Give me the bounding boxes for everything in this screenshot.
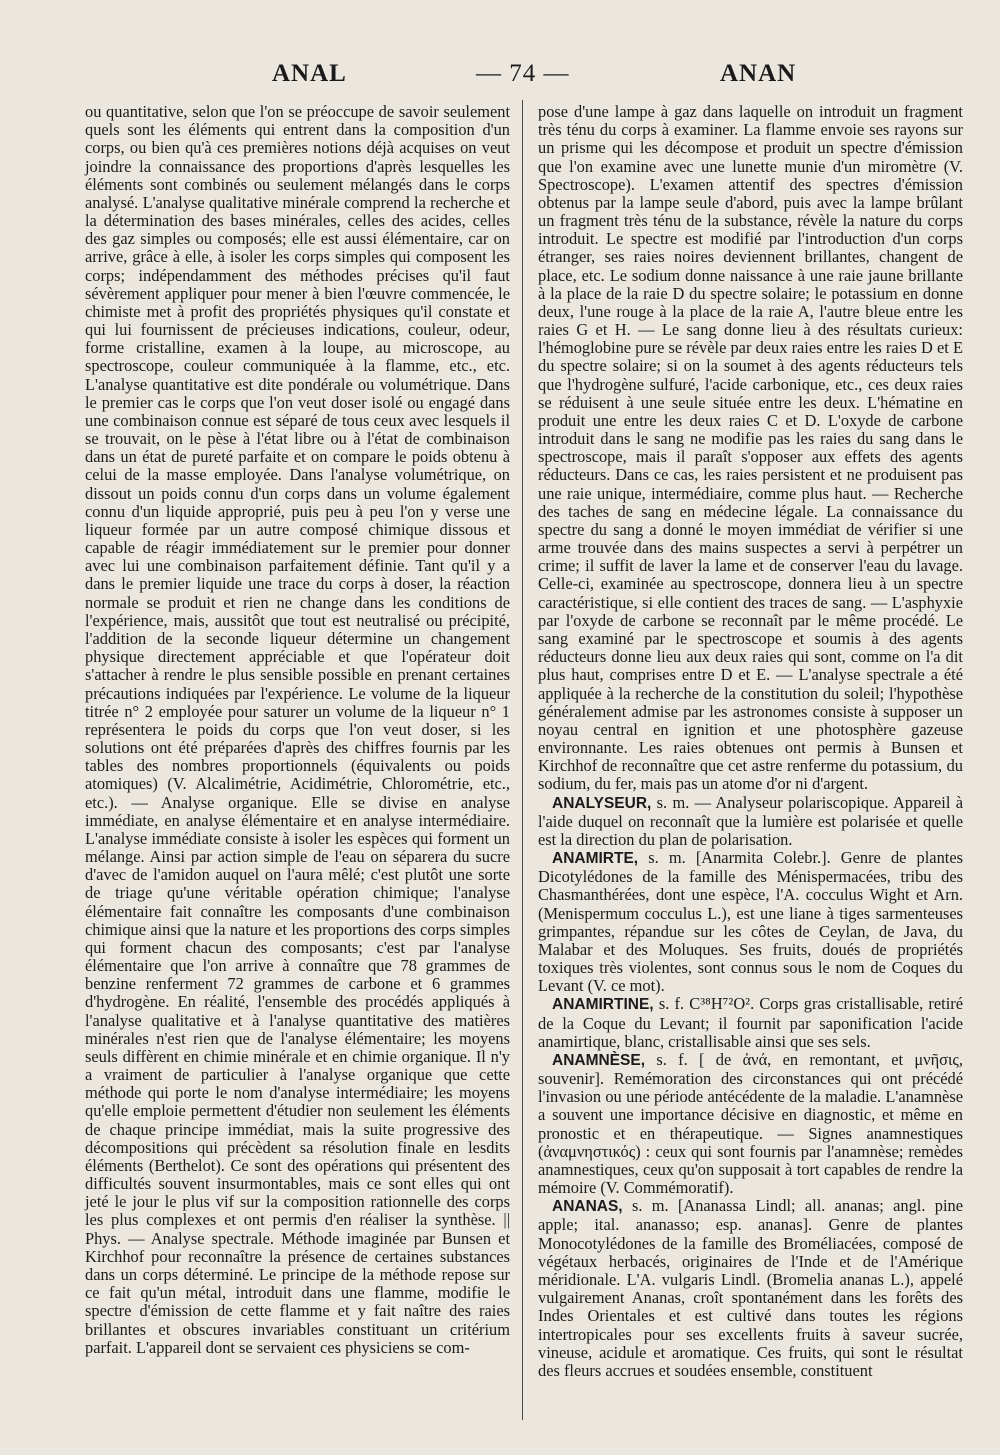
entry-definition: s. m. [Ananassa Lindl; all. ananas; angl. pine apple; ital. ananasso; esp. ananas]. Genre de plantes Monocotylédones de la famille des Broméliacées, composé de végétaux herbacés, originaires de l'Inde et de l'Amérique méridionale. L'A. vulgaris Lindl. (Bromelia ananas L.), appelé vulgairement Ananas, croît spontanément dans les forêts des Indes Orientales et est cultivé dans toutes les régions intertropicales pour ses excellents fruits à saveur sucrée, vineuse, acidule et aromatique. Ces fruits, qui sont le résultat des fleurs accrues et soudées ensemble, constituent — [538, 1196, 963, 1380]
entry-anamirtine — [538, 995, 963, 1051]
page-header — [0, 60, 1000, 100]
entry-definition: s. m. — Analyseur polariscopique. Appareil à l'aide duquel on reconnaît que la lumière est polarisée et quelle est la direction du plan de polarisation. — [538, 792, 963, 849]
column-divider — [522, 100, 523, 1420]
right-column-continuation: pose d'une lampe à gaz dans laquelle on introduit un fragment très ténu du corps à examiner. La flamme envoie ses rayons sur un prisme qui les décompose et produit un spectre d'émission que l'on examine avec une lunette munie d'un miromètre (V. Spectroscope). L'examen attentif des spectres d'émission obtenus par la lampe seule d'abord, puis avec la lampe brûlant un fragment très ténu de la substance, révèle la nature du corps introduit. Le spectre est modifié par l'introduction d'un corps étranger, ses raies noires deviennent brillantes, changent de place, etc. Le sodium donne naissance à une raie jaune brillante à la place de la raie D du spectre solaire; le potassium en donne deux, l'une rouge à la place de la raie A, l'autre bleue entre les raies G et H. — Le sang donne lieu à des résultats curieux: l'hémoglobine pure se révèle par deux raies entre les raies D et E du spectre solaire; si on la soumet à des agents réducteurs tels que l'hydrogène sulfuré, l'acide carbonique, etc., ces deux raies se réduisent à une seule située entre les deux. L'hématine en produit une entre les deux raies C et D. L'oxyde de carbone introduit dans le sang ne modifie pas les raies du sang dans le spectroscope, mais il paraît s'opposer aux effets des agents réducteurs. Dans ce cas, les raies persistent et ne produisent pas une raie unique, intermédiaire, comme plus haut. — Recherche des taches de sang en médecine légale. La connaissance du spectre du sang a donné le moyen immédiat de vérifier si une arme trouvée dans des mains suspectes a servi à perpétrer un crime; il suffit de laver la lame et de conserver l'eau du lavage. Celle-ci, examinée au spectroscope, donnera lieu à un spectre caractéristique, si elle contient des traces de sang. — L'asphyxie par l'oxyde de carbone se reconnaît par le même procédé. Le sang examiné par le spectroscope et soumis à des agents réducteurs donne lieu aux deux raies qui sont, comme on l'a dit plus haut, comprises entre D et E. — L'analyse spectrale a été appliquée à la recherche de la constitution du soleil; l'hypothèse généralement admise par les astronomes consiste à supposer un noyau central en ignition et une photosphère gazeuse environnante. Les raies obtenues ont permis à Bunsen et Kirchhof de reconnaître que cet astre renferme du potassium, du sodium, du fer, mais pas un atome d'or ni d'argent. — [538, 102, 963, 794]
entry-headword: ANALYSEUR, — [552, 794, 652, 812]
entry-anamirte — [538, 849, 963, 995]
entry-headword: ANAMIRTINE, — [552, 996, 654, 1014]
right-running-head: ANAN — [720, 60, 797, 87]
left-column-text: ou quantitative, selon que l'on se préoccupe de savoir seulement quels sont les éléments qui entrent dans la composition d'un corps, ou bien qu'à ces premières notions déjà acquises on veut joindre la connaissance des proportions d'après lesquelles les éléments sont combinés ou seulement mélangés dans le corps analysé. L'analyse qualitative minérale comprend la recherche et la détermination des bases minérales, celles des acides, celles des gaz simples ou composés; elle est aussi élémentaire, car on arrive, grâce à elle, à isoler les corps simples qui composent les corps; indépendamment des méthodes précises qu'il faut sévèrement appliquer pour mener à bien l'œuvre commencée, le chimiste met à profit des propriétés physiques qu'il constate et qui lui fournissent de précieuses indications, couleur, odeur, forme cristalline, examen à la loupe, au microscope, au spectroscope, couleur communiquée à la flamme, etc., etc. L'analyse quantitative est dite pondérale ou volumétrique. Dans le premier cas le corps que l'on veut doser isolé ou engagé dans une combinaison connue est séparé de tous ceux avec lesquels il se trouvait, on le pèse à l'état libre ou à l'état de combinaison dans un état de pureté parfaite et on compare le poids obtenu à celui de la masse employée. Dans l'analyse volumétrique, on dissout un poids connu d'un corps dans un volume également connu d'un liquide approprié, puis peu à peu l'on y verse une liqueur formée par un autre composé chimique dissous et capable de réagir immédiatement sur le premier pour donner avec lui une combinaison parfaitement définie. Tant qu'il y a dans le premier liquide une trace du corps à doser, la réaction normale se produit et rien ne change dans les conditions de l'expérience, mais, aussitôt que tout est neutralisé ou précipité, l'addition de la seconde liqueur détermine un changement physique directement appréciable et que l'opérateur doit s'attacher à rendre le plus sensible possible en prenant certaines précautions indiquées par l'expérience. Le volume de la liqueur titrée n° 2 employée pour saturer un volume de la liqueur n° 1 représentera le poids du corps que l'on veut doser, si les solutions ont été préparées d'après des chiffres fournis par les tables des nombres proportionnels (équivalents ou poids atomiques) (V. Alcalimétrie, Acidimétrie, Chlorométrie, etc., etc.). — Analyse organique. Elle se divise en analyse immédiate, en analyse élémentaire et en analyse intermédiaire. L'analyse immédiate consiste à isoler les espèces qui forment un mélange. Ainsi par action simple de l'eau on séparera du sucre d'avec de l'amidon auquel on l'aura mêlé; c'est plutôt une sorte de triage qu'une véritable opération chimique; l'analyse élémentaire fait connaître les composants d'une combinaison chimique ainsi que la nature et les proportions des corps simples qui forment chacun des composants; c'est par l'analyse élémentaire que l'on arrive à connaître que 78 grammes de benzine renferment 72 grammes de carbone et 6 grammes d'hydrogène. En réalité, l'ensemble des procédés appliqués à l'analyse qualitative et à l'analyse quantitative des matières minérales n'est rien que de l'analyse élémentaire; les moyens seuls diffèrent en chimie minérale et en chimie organique. Il n'y a vraiment de particulier à l'analyse organique que cette méthode qui porte le nom d'analyse intermédiaire; les moyens qu'elle emploie permettent d'étudier non seulement les éléments de chaque principe immédiat, mais la suite progressive des décompositions qui précèdent sa résolution finale en lesdits éléments (Berthelot). Ce sont des opérations qui présentent des difficultés souvent insurmontables, mais ce sont elles qui ont jeté le jour le plus vif sur la composition rationnelle des corps les plus complexes et ont permis d'en réaliser la synthèse. || Phys. — Analyse spectrale. Méthode imaginée par Bunsen et Kirchhof pour reconnaître la présence de certaines substances dans un corps déterminé. Le principe de la méthode repose sur ce fait qu'un métal, introduit dans une flamme, modifie le spectre d'émission de cette flamme et y fait naître des raies brillantes et obscures invariables constituant un critérium parfait. L'appareil dont se servaient ces physiciens se com- — [85, 102, 510, 1357]
entry-definition: s. f. [ de ἀνά, en remontant, et μνῆσις, souvenir]. Remémoration des circonstances qui ont précédé l'invasion ou une période antécédente de la maladie. L'anamnèse a souvent une importance décisive en diagnostic, et même en pronostic et en thérapeutique. — Signes anamnestiques (ἀναμνηστικός) : ceux qui sont fournis par l'anamnèse; remèdes anamnestiques, ceux qu'on supposait à tort capables de rendre la mémoire (V. Commémoratif). — [538, 1049, 963, 1198]
entry-headword: ANANAS, — [552, 1198, 623, 1216]
left-running-head: ANAL — [272, 60, 347, 87]
left-column — [85, 103, 510, 1357]
entry-anamnese — [538, 1051, 963, 1197]
entry-headword: ANAMNÈSE, — [552, 1051, 646, 1069]
entry-headword: ANAMIRTE, — [552, 850, 639, 868]
entry-definition: s. f. C³⁸H⁷²O². Corps gras cristallisable, retiré de la Coque du Levant; il fournit par saponification l'acide anamirtique, blanc, cristallisable ainsi que ses sels. — [538, 994, 963, 1051]
right-column — [538, 103, 963, 1380]
page-number: — 74 — — [476, 60, 570, 87]
entry-ananas — [538, 1197, 963, 1380]
entry-analyseur — [538, 794, 963, 850]
entry-definition: s. m. [Anarmita Colebr.]. Genre de plantes Dicotylédones de la famille des Ménispermacées, tribu des Chasmanthérées, dont une espèce, l'A. cocculus Wight et Arn. (Menispermum cocculus L.), est une liane à tiges sarmenteuses grimpantes, répandue sur les côtes de Ceylan, de Java, du Malabar et des Moluques. Ses fruits, doués de propriétés toxiques très violentes, sont connus sous le nom de Coques du Levant (V. ce mot). — [538, 848, 963, 996]
